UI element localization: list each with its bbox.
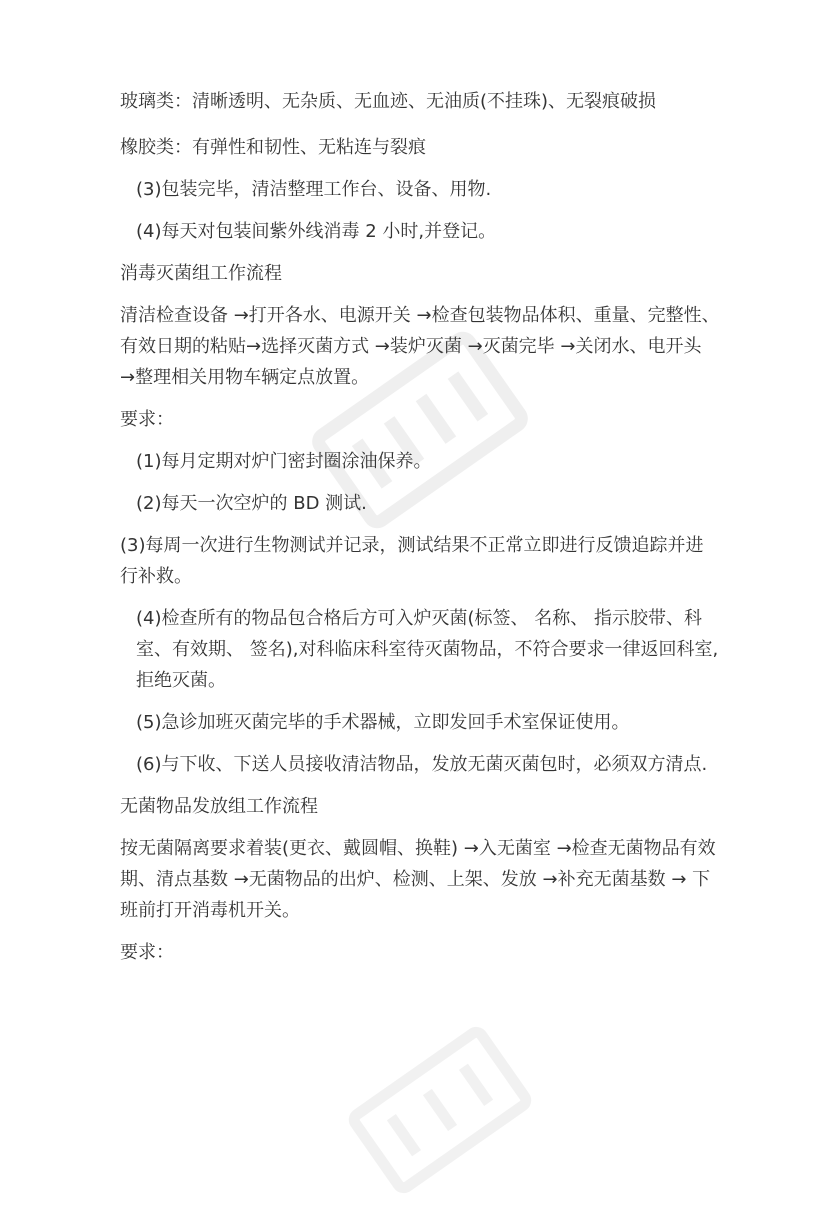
list-item-4-uv: (4)每天对包装间紫外线消毒 2 小时,并登记。 <box>136 221 497 242</box>
watermark-logo-icon-bottom <box>330 1000 550 1220</box>
section-heading-distribution: 无菌物品发放组工作流程 <box>120 796 318 817</box>
paragraph-distribution-flow: 按无菌隔离要求着装(更衣、戴圆帽、换鞋) →入无菌室 →检查无菌物品有效期、清点基数 →无菌物品的出炉、检测、上架、发放 →补充无菌基数 → 下班前打开消毒机开关。 <box>120 838 716 921</box>
section-heading-sterilization: 消毒灭菌组工作流程 <box>120 263 282 284</box>
list-item-5-emergency: (5)急诊加班灭菌完毕的手术器械，立即发回手术室保证使用。 <box>136 712 630 733</box>
paragraph-sterilization-flow: 清洁检查设备 →打开各水、电源开关 →检查包装物品体积、重量、完整性、有效日期的粘贴→选择灭菌方式 →装炉灭菌 →灭菌完毕 →关闭水、电开头 →整理相关用物车辆定点放置。 <box>120 305 720 388</box>
list-item-3-packaging: (3)包装完毕，清洁整理工作台、设备、用物. <box>136 179 492 200</box>
paragraph-rubber: 橡胶类：有弹性和韧性、无粘连与裂痕 <box>120 137 426 158</box>
list-item-3-bio-test: (3)每周一次进行生物测试并记录，测试结果不正常立即进行反馈追踪并进行补救。 <box>120 535 704 587</box>
list-item-4-inspection: (4)检查所有的物品包合格后方可入炉灭菌(标签、 名称、 指示胶带、科室、有效期、 签名),对科临床科室待灭菌物品，不符合要求一律返回科室,拒绝灭菌。 <box>136 608 719 691</box>
list-item-6-handover: (6)与下收、下送人员接收清洁物品，发放无菌灭菌包时，必须双方清点. <box>136 754 708 775</box>
requirements-label-2: 要求： <box>120 942 174 963</box>
requirements-label: 要求： <box>120 409 174 430</box>
list-item-1-door-seal: (1)每月定期对炉门密封圈涂油保养。 <box>136 451 432 472</box>
document-body <box>120 86 720 979</box>
paragraph-glass: 玻璃类：清晰透明、无杂质、无血迹、无油质(不挂珠)、无裂痕破损 <box>120 91 657 112</box>
list-item-2-bd-test: (2)每天一次空炉的 BD 测试. <box>136 493 367 514</box>
